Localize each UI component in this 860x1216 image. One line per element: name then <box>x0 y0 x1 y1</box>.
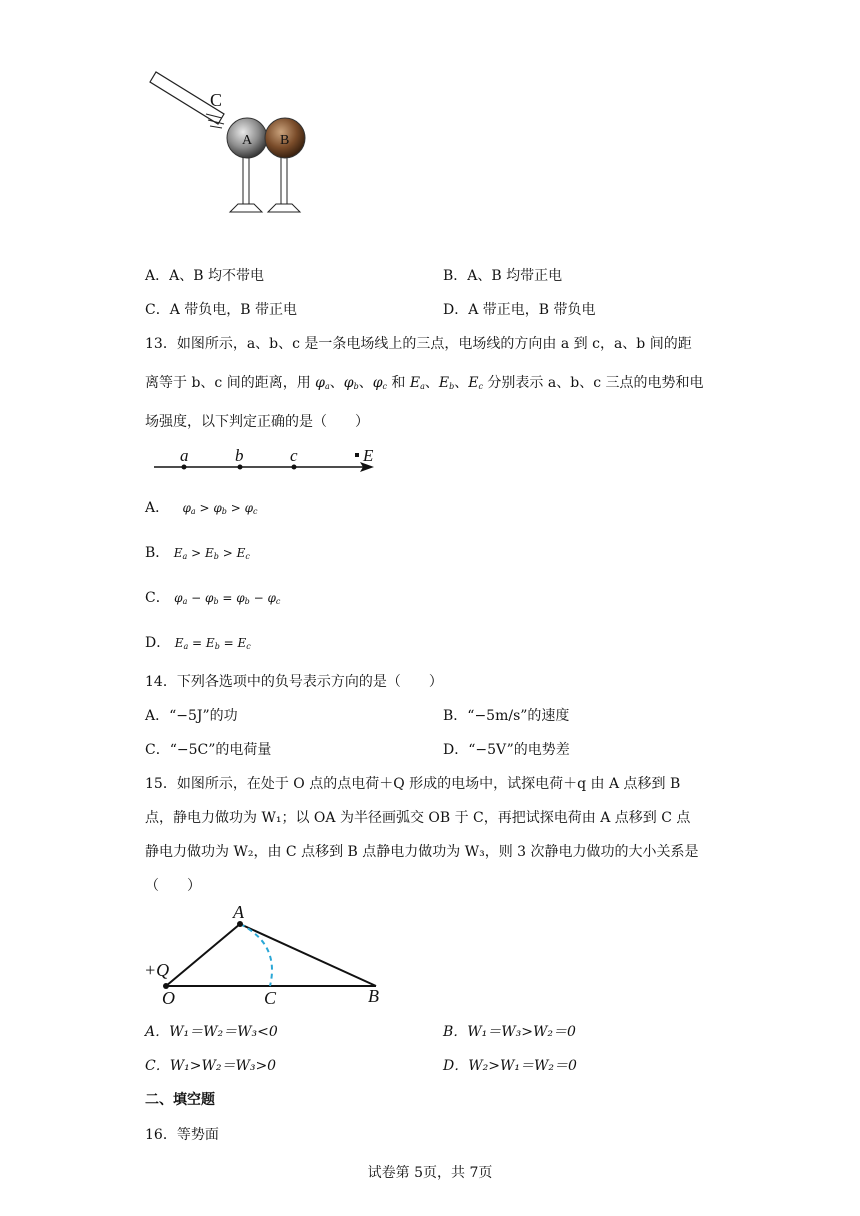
page-footer: 试卷第 5页，共 7页 <box>367 1165 493 1181</box>
stand-b <box>268 154 300 212</box>
label-a: A <box>242 133 253 148</box>
figure-triangle-oab <box>140 900 390 1010</box>
q12-option-c: C．A 带负电，B 带正电 <box>145 302 298 318</box>
q15-option-c: C．W₁>W₂＝W₃>0 <box>145 1058 277 1074</box>
stand-a <box>230 154 262 212</box>
q15-stem-line1: 15．如图所示，在处于 O 点的点电荷＋Q 形成的电场中，试探电荷＋q 由 A 点移到 B <box>145 776 681 792</box>
label-charge-q: +Q <box>144 960 170 980</box>
q13-line2-post: 分别表示 a、b、c 三点的电势和电 <box>482 375 704 391</box>
label-c-point: c <box>290 446 298 465</box>
q13-stem-line1: 13．如图所示，a、b、c 是一条电场线上的三点，电场线的方向由 a 到 c，a、b 间的距 <box>145 336 692 352</box>
q12-option-a: A．A、B 均不带电 <box>145 268 264 284</box>
label-point-b: B <box>368 986 379 1006</box>
q15-stem-line2: 点，静电力做功为 W₁；以 OA 为半径画弧交 OB 于 C，再把试探电荷由 A 点移到 C 点 <box>145 810 691 826</box>
q15-option-d: D．W₂>W₁＝W₂＝0 <box>443 1058 577 1074</box>
q16-stem: 16．等势面 <box>145 1127 219 1143</box>
label-point-c: C <box>264 988 277 1008</box>
label-e-field: E <box>363 446 374 465</box>
label-b: B <box>280 133 290 148</box>
figure-charged-spheres <box>140 70 320 220</box>
q13-option-b: B． $E_a > E_b > E_c$ <box>145 545 250 561</box>
q13-option-c: C． $\varphi_a - \varphi_b = \varphi_b - \varphi_c$ <box>145 590 281 606</box>
q13-option-a: A． $\varphi_a > \varphi_b > \varphi_c$ <box>145 500 258 516</box>
q15-option-a: A．W₁＝W₂＝W₃<0 <box>145 1024 278 1040</box>
q14-option-c: C．“−5C”的电荷量 <box>145 742 272 758</box>
label-a-point: a <box>180 446 189 465</box>
q15-option-b: B．W₁＝W₃>W₂＝0 <box>443 1024 576 1040</box>
q12-option-d: D．A 带正电，B 带负电 <box>443 302 596 318</box>
label-point-a: A <box>233 902 244 922</box>
q12-option-b: B．A、B 均带正电 <box>443 268 563 284</box>
section-fill-in-title: 二、填空题 <box>145 1092 215 1108</box>
label-b-point: b <box>235 446 244 465</box>
q15-stem-line4: （ ） <box>145 878 201 894</box>
q13-symbols: $\varphi_a$、$\varphi_b$、$\varphi_c$ 和 $E_a$、$E_b$、$E_c$ <box>315 375 483 391</box>
q13-stem-line2 <box>145 372 703 392</box>
q14-option-a: A．“−5J”的功 <box>145 708 238 724</box>
q14-stem: 14．下列各选项中的负号表示方向的是（ ） <box>145 674 443 690</box>
q15-stem-line3: 静电力做功为 W₂，由 C 点移到 B 点静电力做功为 W₃，则 3 次静电力做功的大小关系是 <box>145 844 699 860</box>
q13-line2-pre: 离等于 b、c 间的距离，用 <box>145 375 316 391</box>
figure-field-line <box>150 443 390 475</box>
q13-option-d: D． $E_a = E_b = E_c$ <box>145 635 251 651</box>
q14-option-b: B．“−5m/s”的速度 <box>443 708 570 724</box>
label-c: C <box>210 90 223 110</box>
label-point-o: O <box>162 988 175 1008</box>
q13-stem-line3: 场强度，以下判定正确的是（ ） <box>145 414 369 430</box>
q14-option-d: D．“−5V”的电势差 <box>443 742 570 758</box>
